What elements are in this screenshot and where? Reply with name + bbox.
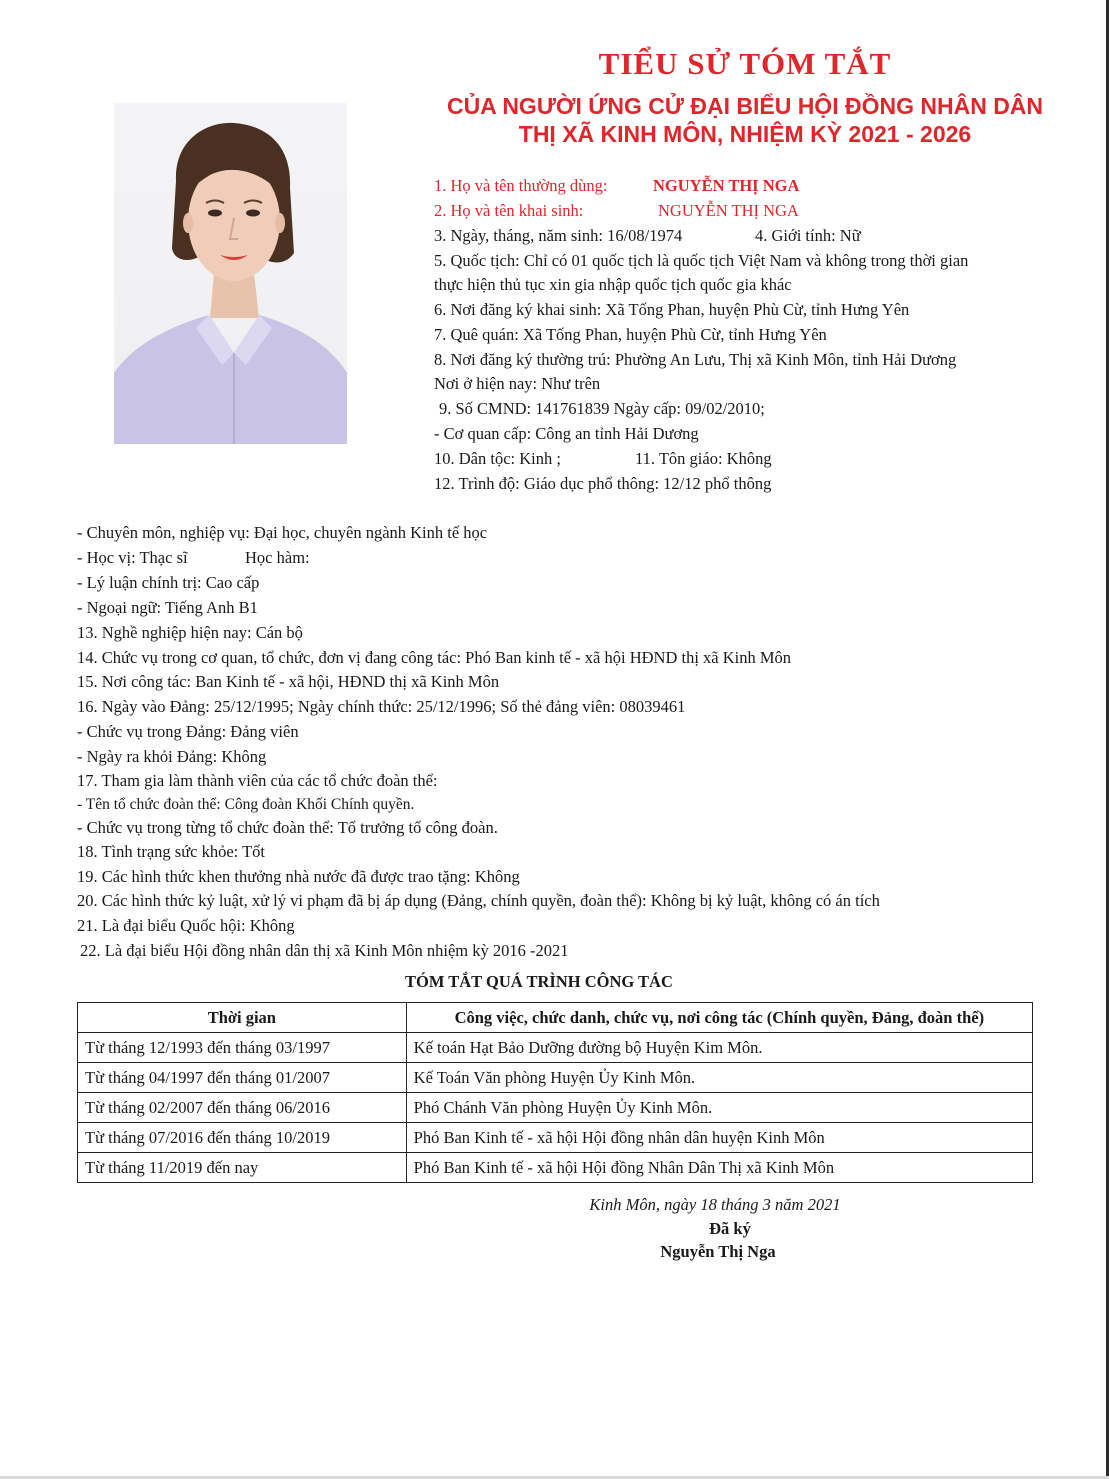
hometown: 7. Quê quán: Xã Tống Phan, huyện Phù Cừ, tỉnh Hưng Yên bbox=[434, 325, 827, 344]
row-time: Từ tháng 11/2019 đến nay bbox=[78, 1153, 407, 1183]
table-header-row bbox=[78, 1003, 1033, 1033]
name-common-value: NGUYỄN THỊ NGA bbox=[653, 176, 800, 195]
row-job: Kế Toán Văn phòng Huyện Ủy Kinh Môn. bbox=[406, 1063, 1032, 1093]
degree: - Học vị: Thạc sĩ bbox=[77, 548, 188, 567]
work-history-table bbox=[77, 1002, 1033, 1183]
discipline: 20. Các hình thức kỷ luật, xử lý vi phạm đã bị áp dụng (Đảng, chính quyền, đoàn thể): Không bị kỷ luật, không có án tích bbox=[77, 891, 880, 910]
document-subtitle-line1: CỦA NGƯỜI ỨNG CỬ ĐẠI BIỂU HỘI ĐỒNG NHÂN DÂN bbox=[446, 93, 1044, 119]
row-time: Từ tháng 04/1997 đến tháng 01/2007 bbox=[78, 1063, 407, 1093]
health-status: 18. Tình trạng sức khỏe: Tốt bbox=[77, 842, 265, 861]
nationality-line1: 5. Quốc tịch: Chỉ có 01 quốc tịch là quốc tịch Việt Nam và không trong thời gian bbox=[434, 251, 969, 270]
name-common-label: 1. Họ và tên thường dùng: bbox=[434, 176, 608, 195]
name-birth-label: 2. Họ và tên khai sinh: bbox=[434, 201, 584, 220]
current-position: 14. Chức vụ trong cơ quan, tổ chức, đơn vị đang công tác: Phó Ban kinh tế - xã hội HĐND thị xã Kinh Môn bbox=[77, 648, 792, 667]
candidate-portrait-photo bbox=[114, 103, 347, 444]
document-title: TIỂU SỬ TÓM TẮT bbox=[598, 46, 892, 81]
document-subtitle-line2: THỊ XÃ KINH MÔN, NHIỆM KỲ 2021 - 2026 bbox=[518, 121, 972, 147]
id-issuer: - Cơ quan cấp: Công an tỉnh Hải Dương bbox=[434, 424, 699, 443]
date-of-birth: 3. Ngày, tháng, năm sinh: 16/08/1974 bbox=[434, 226, 683, 245]
religion: 11. Tôn giáo: Không bbox=[635, 449, 772, 468]
birth-registration: 6. Nơi đăng ký khai sinh: Xã Tống Phan, huyện Phù Cừ, tỉnh Hưng Yên bbox=[434, 300, 910, 319]
education: 12. Trình độ: Giáo dục phổ thông: 12/12 phổ thông bbox=[434, 474, 772, 493]
ethnicity: 10. Dân tộc: Kinh ; bbox=[434, 449, 561, 468]
occupation: 13. Nghề nghiệp hiện nay: Cán bộ bbox=[77, 623, 303, 642]
nationality-line2: thực hiện thủ tục xin gia nhập quốc tịch quốc gia khác bbox=[434, 275, 792, 294]
party-leave-date: - Ngày ra khỏi Đảng: Không bbox=[77, 747, 267, 766]
specialization: - Chuyên môn, nghiệp vụ: Đại học, chuyên ngành Kinh tế học bbox=[77, 523, 488, 542]
id-number: 9. Số CMND: 141761839 Ngày cấp: 09/02/2010; bbox=[439, 399, 765, 418]
row-time: Từ tháng 12/1993 đến tháng 03/1997 bbox=[78, 1033, 407, 1063]
table-row bbox=[78, 1153, 1033, 1183]
row-time: Từ tháng 02/2007 đến tháng 06/2016 bbox=[78, 1093, 407, 1123]
table-row bbox=[78, 1123, 1033, 1153]
signature-place-date: Kinh Môn, ngày 18 tháng 3 năm 2021 bbox=[589, 1195, 841, 1214]
table-row bbox=[78, 1033, 1033, 1063]
header-time: Thời gian bbox=[78, 1003, 407, 1033]
party-join-date: 16. Ngày vào Đảng: 25/12/1995; Ngày chính thức: 25/12/1996; Số thẻ đảng viên: 08039461 bbox=[77, 697, 686, 716]
table-row bbox=[78, 1093, 1033, 1123]
gender: 4. Giới tính: Nữ bbox=[755, 226, 861, 245]
header-job: Công việc, chức danh, chức vụ, nơi công tác (Chính quyền, Đảng, đoàn thể) bbox=[406, 1003, 1032, 1033]
organization-position: - Chức vụ trong từng tổ chức đoàn thể: Tổ trưởng tổ công đoàn. bbox=[77, 818, 498, 837]
political-theory: - Lý luận chính trị: Cao cấp bbox=[77, 573, 260, 592]
council-member: 22. Là đại biểu Hội đồng nhân dân thị xã Kinh Môn nhiệm kỳ 2016 -2021 bbox=[80, 941, 569, 960]
row-job: Kế toán Hạt Bảo Dưỡng đường bộ Huyện Kim Môn. bbox=[406, 1033, 1032, 1063]
row-job: Phó Ban Kinh tế - xã hội Hội đồng Nhân Dân Thị xã Kinh Môn bbox=[406, 1153, 1032, 1183]
signature-name: Nguyễn Thị Nga bbox=[660, 1242, 776, 1261]
row-time: Từ tháng 07/2016 đến tháng 10/2019 bbox=[78, 1123, 407, 1153]
work-history-title: TÓM TẮT QUÁ TRÌNH CÔNG TÁC bbox=[405, 972, 673, 991]
row-job: Phó Chánh Văn phòng Huyện Ủy Kinh Môn. bbox=[406, 1093, 1032, 1123]
table-row bbox=[78, 1063, 1033, 1093]
row-job: Phó Ban Kinh tế - xã hội Hội đồng nhân dân huyện Kinh Môn bbox=[406, 1123, 1032, 1153]
name-birth-value: NGUYỄN THỊ NGA bbox=[658, 201, 799, 220]
academic-title: Học hàm: bbox=[245, 548, 310, 567]
awards: 19. Các hình thức khen thưởng nhà nước đã được trao tặng: Không bbox=[77, 867, 520, 886]
organization-name: - Tên tổ chức đoàn thể: Công đoàn Khối Chính quyền. bbox=[77, 796, 415, 813]
national-assembly-member: 21. Là đại biểu Quốc hội: Không bbox=[77, 916, 295, 935]
permanent-residence: 8. Nơi đăng ký thường trú: Phường An Lưu, Thị xã Kinh Môn, tỉnh Hải Dương bbox=[434, 350, 957, 369]
organizations-heading: 17. Tham gia làm thành viên của các tổ chức đoàn thể: bbox=[77, 771, 438, 790]
foreign-language: - Ngoại ngữ: Tiếng Anh B1 bbox=[77, 598, 258, 617]
workplace: 15. Nơi công tác: Ban Kinh tế - xã hội, HĐND thị xã Kinh Môn bbox=[77, 672, 500, 691]
current-residence: Nơi ở hiện nay: Như trên bbox=[434, 374, 601, 393]
signature-signed: Đã ký bbox=[709, 1219, 751, 1238]
party-position: - Chức vụ trong Đảng: Đảng viên bbox=[77, 722, 299, 741]
